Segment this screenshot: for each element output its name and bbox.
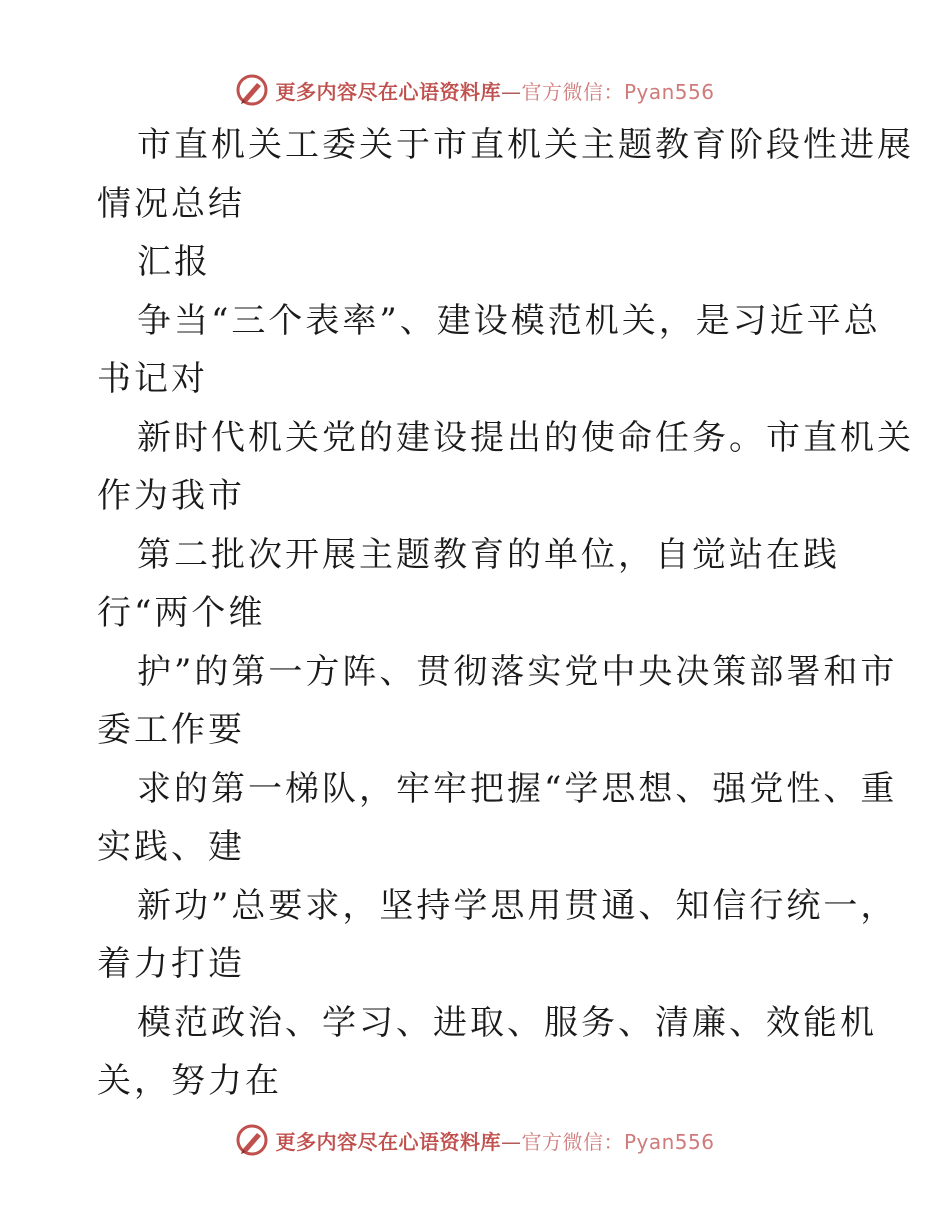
banner-text: [275, 1126, 714, 1155]
document-line: 护”的第一方阵、贯彻落实党中央决策部署和市: [137, 651, 898, 692]
document-line: 汇报: [137, 242, 211, 282]
document-line: 求的第一梯队，牢牢把握“学思想、强党性、重: [137, 768, 898, 809]
banner-brand: 更多内容尽在心语资料库: [275, 1129, 501, 1154]
pen-logo-icon: [235, 73, 269, 107]
document-line: 新时代机关党的建设提出的使命任务。市直机关: [137, 417, 914, 458]
footer-banner: [0, 1120, 950, 1160]
document-body: [97, 116, 914, 1111]
document-line: 情况总结: [97, 183, 245, 224]
document-line: 市直机关工委关于市直机关主题教育阶段性进展: [137, 125, 914, 165]
document-line: 模范政治、学习、进取、服务、清廉、效能机: [137, 1002, 877, 1043]
document-line: 行“两个维: [97, 593, 266, 633]
document-line: 委工作要: [97, 710, 245, 750]
banner-separator: —: [500, 1129, 522, 1154]
document-line: 第二批次开展主题教育的单位，自觉站在践: [137, 534, 840, 575]
banner-text: [275, 76, 714, 105]
document-line: 实践、建: [97, 827, 245, 867]
header-banner: [0, 70, 950, 110]
document-line: 新功”总要求，坚持学思用贯通、知信行统一，: [137, 885, 898, 926]
banner-brand: 更多内容尽在心语资料库: [275, 79, 501, 104]
document-line: 关，努力在: [97, 1061, 282, 1101]
banner-contact: 官方微信：Pyan556: [521, 79, 715, 104]
pen-logo-icon: [235, 1123, 269, 1157]
banner-separator: —: [500, 79, 522, 104]
document-line: 争当“三个表率”、建设模范机关，是习近平总: [137, 300, 881, 341]
document-line: 作为我市: [97, 476, 245, 516]
banner-contact: 官方微信：Pyan556: [521, 1129, 715, 1154]
document-line: 书记对: [97, 359, 208, 399]
document-line: 着力打造: [97, 944, 245, 984]
